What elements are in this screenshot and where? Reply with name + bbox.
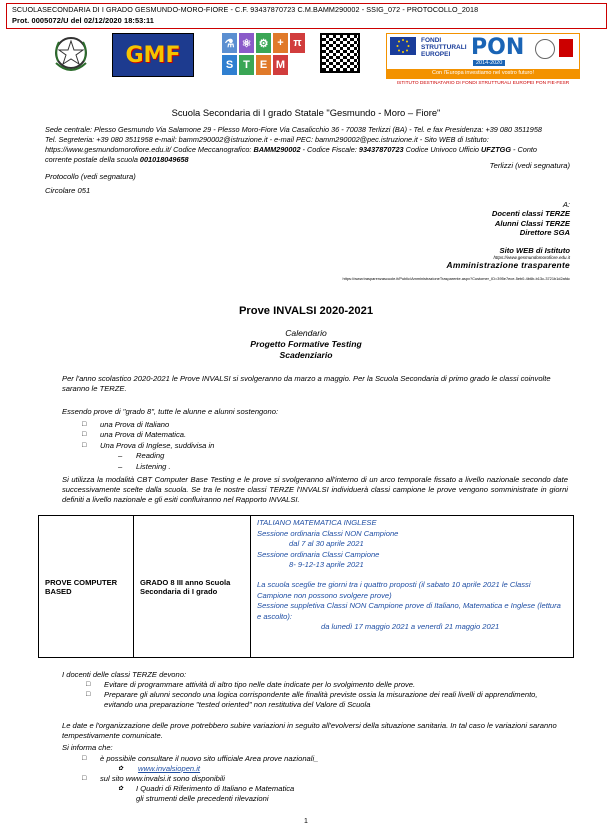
- italy-emblem: [50, 33, 92, 77]
- protocol-line-2: Prot. 0005072/U del 02/12/2020 18:53:11: [12, 16, 154, 25]
- table-cell-tests: PROVE COMPUTER BASED: [39, 516, 134, 658]
- list-item: □ è possibile consultare il nuovo sito ufficiale Area prove nazionali_: [100, 754, 560, 764]
- document-subtitle: [0, 328, 612, 361]
- table-cell-schedule: [251, 516, 574, 658]
- emblem-icon: [50, 33, 92, 77]
- atom-icon: ⚛: [239, 33, 254, 53]
- eu-flag-icon: [390, 37, 416, 55]
- list-subitem: ✿ I Quadri di Riferimento di Italiano e Matematica: [118, 784, 295, 793]
- pon-footer: ISTITUTO DESTINATARIO DI FONDI STRUTTURALI EUROPEI PON FIE-FESR: [396, 81, 570, 86]
- list-item: □ Evitare di programmare attività di altro tipo nelle date indicate per lo svolgimento delle prove.: [104, 680, 566, 690]
- cbt-paragraph: Si utilizza la modalità CBT Computer Base Testing e le prove si svolgeranno all'interno di un arco temporale fissato a livello nazionale secondo date successivamente scelte dalla scuola. Se tra le nostre classi TERZE l'INVALSI individuerà classi campione le prove vengono somministrate in giorni definiti a livello nazionale e gli esiti confluiranno nel Rapporto INVALSI.: [62, 475, 568, 504]
- schedule-dates-campione: 8- 9-12-13 aprile 2021: [289, 560, 364, 570]
- schedule-subjects: ITALIANO MATEMATICA INGLESE: [257, 518, 377, 527]
- address-line-4: corrente postale della scuola 001018049658: [45, 155, 189, 164]
- protocol-line-1: SCUOLASECONDARIA DI I GRADO GESMUNDO-MORO-FIORE - C.F. 93437870723 C.M.BAMM290002 - SSIG_072 - PROTOCOLLO_2018: [12, 5, 479, 14]
- info-heading: Si informa che:: [62, 743, 113, 752]
- plus-icon: +: [273, 33, 288, 53]
- pon-fondi: FONDI STRUTTURALI EUROPEI: [421, 37, 467, 58]
- list-item: □ una Prova di Matematica.: [100, 430, 214, 440]
- invalsiopen-link[interactable]: www.invalsiopen.it: [138, 764, 201, 773]
- republic-emblem-icon: [535, 39, 555, 59]
- schedule-ordinary-campione: Sessione ordinaria Classi Campione: [257, 549, 380, 559]
- pon-banner: [386, 33, 580, 79]
- grade8-paragraph: Essendo prove di "grado 8", tutte le alunne e alunni sostengono:: [62, 407, 279, 416]
- page-number: 1: [304, 818, 308, 825]
- place-date: Terlizzi (vedi segnatura): [489, 161, 570, 170]
- recipient-website: Sito WEB di Istituto: [499, 246, 570, 256]
- recipient-sga: Direttore SGA: [519, 227, 570, 237]
- stem-letter-s: S: [222, 55, 237, 75]
- test-list: [100, 420, 214, 472]
- recipients: [300, 200, 570, 271]
- intro-paragraph: Per l'anno scolastico 2020-2021 le Prove INVALSI si svolgeranno da marzo a maggio. Per la Scuola Secondaria di primo grado le classi coinvolte saranno le TERZE.: [62, 374, 551, 393]
- subtitle-schedule: Scadenziario: [279, 350, 333, 360]
- stem-letter-e: E: [256, 55, 271, 75]
- recipients-to: A:: [562, 200, 570, 209]
- table-cell-grade: GRADO 8 III anno Scuola Secondaria di I grado: [134, 516, 251, 658]
- list-item: □ una Prova di Italiano: [100, 420, 214, 430]
- recipient-website-url[interactable]: https://www.gesmundomorofiore.edu.it: [493, 255, 570, 261]
- list-subitem: gli strumenti delle precedenti rilevazioni: [136, 794, 269, 803]
- stem-logo: [222, 33, 305, 75]
- stem-letter-m: M: [273, 55, 288, 75]
- gear-icon: ⚙: [256, 33, 271, 53]
- bullet-icon: ✿: [118, 766, 124, 772]
- school-address: [45, 125, 580, 165]
- subtitle-project: Progetto Formative Testing: [250, 339, 362, 349]
- subtitle-calendar: Calendario: [285, 328, 327, 338]
- info-list: [100, 754, 560, 804]
- document-title: Prove INVALSI 2020-2021: [238, 305, 374, 317]
- circular-number: Circolare 051: [45, 186, 91, 195]
- schedule-dates-supplementary: da lunedì 17 maggio 2021 a venerdì 21 maggio 2021: [321, 622, 500, 632]
- bullet-icon: ✿: [118, 786, 124, 792]
- recipient-teachers: Docenti classi TERZE: [491, 209, 570, 219]
- gmf-logo: [112, 33, 194, 77]
- address-line-2: Tel. Segreteria: +39 080 3511958 e-mail: bamm290002@istruzione.it - e-mail PEC: bamm290002@pec.istruzione.it - Sito WEB di Istituto:: [45, 135, 489, 144]
- recipient-transparency: Amministrazione trasparente: [446, 260, 570, 271]
- list-subitem: – Reading: [118, 451, 165, 461]
- list-item: □ Una Prova di Inglese, suddivisa in: [100, 441, 214, 451]
- address-line-3: https://www.gesmundomorofiore.edu.it/ Codice Meccanografico: BAMM290002 - Codice Fiscale: 93437870723 Codice Univoco Ufficio UFZTGG - Conto: [45, 145, 537, 154]
- schedule-ordinary-noncampione: Sessione ordinaria Classi NON Campione: [257, 528, 399, 538]
- schedule-choice-note: La scuola sceglie tre giorni tra i quattro proposti (il sabato 10 aprile 2021 le Classi Campione non possono svolgere prove): [257, 579, 531, 600]
- list-subitem: – Listening .: [118, 461, 171, 471]
- pi-icon: π: [290, 33, 305, 53]
- gmf-logo-text: GMF: [125, 42, 181, 68]
- pon-tagline: Con l'Europa investiamo nel vostro futuro!: [387, 69, 579, 78]
- schedule-dates-noncampione: dal 7 al 30 aprile 2021: [289, 539, 364, 549]
- list-item: □ sul sito www.invalsi.it sono disponibili: [100, 774, 560, 784]
- science-icon: ⚗: [222, 33, 237, 53]
- qr-code-icon: [320, 33, 360, 73]
- schedule-table: [38, 515, 574, 658]
- stem-letter-t: T: [239, 55, 254, 75]
- pon-title: PON: [471, 35, 525, 60]
- protocol-ref: Protocollo (vedi segnatura): [45, 172, 136, 181]
- school-name: Scuola Secondaria di I grado Statale "Gesmundo - Moro – Fiore": [171, 107, 441, 118]
- list-item: □ Preparare gli alunni secondo una logica corrispondente alle finalità previste ossia la misurazione dei reali livelli di apprendimento, evitando una preparazione "tested oriented" non restitutiva del Valore di Scuola: [104, 690, 566, 710]
- address-line-1: Sede centrale: Plesso Gesmundo Via Salamone 29 - Plesso Moro-Fiore Via Casalicchio 36 - 70038 Terlizzi (BA) - Tel. e fax Presidenza: +39 080 3511958: [45, 125, 542, 134]
- recipient-students: Alunni Classi TERZE: [494, 218, 570, 228]
- teachers-list: [104, 680, 566, 710]
- variations-paragraph: Le date e l'organizzazione delle prove potrebbero subire variazioni in seguito all'evolversi della situazione sanitaria. In tal caso le variazioni saranno tempestivamente comunicate.: [62, 721, 557, 740]
- list-subitem: [100, 764, 560, 774]
- pon-years: 2014-2020: [473, 60, 505, 66]
- teachers-must: I docenti delle classi TERZE devono:: [62, 670, 187, 679]
- transparency-url[interactable]: https://www.trasparenzascuole.it/Public/AmministrazioneTrasparente.aspx?Customer_ID=395e7ece-5eb0-4b6b-b13c-3721b1d2afdc: [342, 276, 570, 281]
- schedule-supplementary: Sessione suppletiva Classi NON Campione prove di Italiano, Matematica e Inglese (lettura e ascolto):: [257, 601, 561, 621]
- ministry-icon: [559, 39, 573, 57]
